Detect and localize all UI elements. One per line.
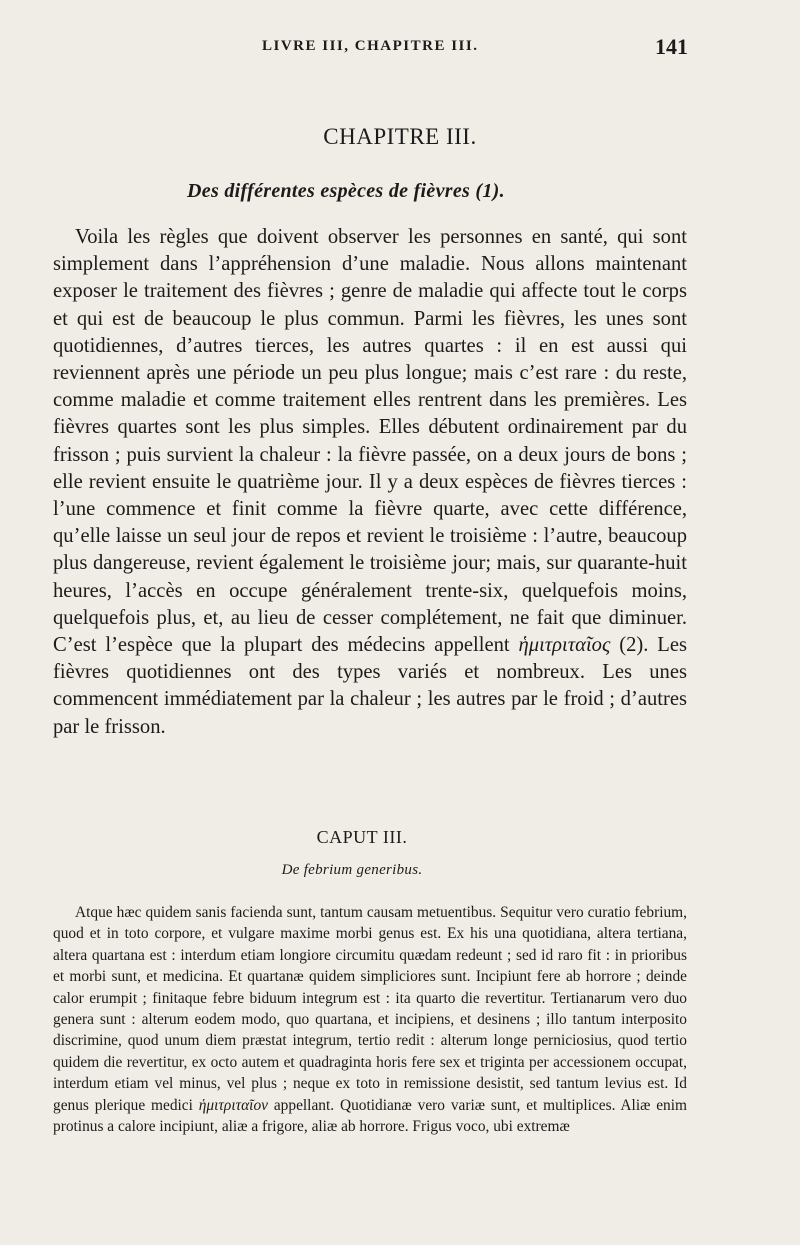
french-body-text-1: Voila les règles que doivent observer les personnes en santé, qui sont simplement dans l’appréhension d’une maladie. Nous allons maintenant exposer le traitement des fièvres ; genre de maladie qui affecte tout le corps et qui est de beaucoup le plus commun. Parmi les fièvres, les unes sont quotidiennes, d’autres tierces, les autres quartes : il en est aussi qui reviennent après une période un peu plus longue; mais c’est rare : du reste, comme maladie et comme traitement elles rentrent dans les premières. Les fièvres quartes sont les plus simples. Elles débutent ordinairement par du frisson ; puis survient la chaleur : la fièvre passée, on a deux jours de bons ; elle revient ensuite le quatrième jour. Il y a deux espèces de fièvres tierces : l’une commence et finit comme la fièvre quarte, avec cette différence, qu’elle laisse un seul jour de repos et revient le troisième : l’autre, beaucoup plus dangereuse, revient également le troisième jour; mais, sur quarante-huit heures, l’accès en occupe généralement trente-six, quelquefois moins, quelquefois plus, et, au lieu de cesser complétement, ne fait que diminuer. C’est l’espèce que la plupart des médecins appellent (53, 226, 687, 657)
page-number: 141 (655, 34, 688, 59)
latin-body-text-2: appellant. Quotidianæ vero variæ sunt, et multiplices. Aliæ enim protinus a calore incipiunt, aliæ a frigore, aliæ ab horrore. Frigus voco, ubi extremæ (53, 1096, 687, 1136)
latin-body-paragraph (53, 902, 687, 1137)
latin-chapter-title: CAPUT III. (316, 827, 408, 847)
french-body-text-2: (2). Les fièvres quotidiennes ont des types variés et nombreux. Les unes commencent immédiatement par la chaleur ; les autres par le froid ; d’autres par le frisson. (53, 634, 687, 738)
french-chapter-subtitle: Des différentes espèces de fièvres (1). (187, 180, 505, 202)
french-body-paragraph (53, 224, 687, 741)
latin-body-text-1: Atque hæc quidem sanis facienda sunt, tantum causam metuentibus. Sequitur vero curatio febrium, quod et in toto corpore, et vulgare maxime morbi genus est. Ex his una quotidiana, altera tertiana, altera quartana est : interdum etiam longiore circumitu quædam redeunt ; sed id raro fit : in prioribus et morbi sunt, et medicina. Et quartanæ quidem simpliciores sunt. Incipiunt fere ab horrore ; deinde calor erumpit ; finitaque febre biduum integrum est : ita quarto die revertitur. Tertianarum vero duo genera sunt : alterum eodem modo, quo quartana, et incipiens, et desinens ; illo tantum interposito discrimine, quod unum diem præstat integrum, tertio redit : alterum longe perniciosius, quod tertio quidem die revertitur, ex octo autem et quadraginta horis fere sex et triginta per accessionem occupat, interdum etiam vel minus, vel plus ; neque ex toto in remissione desistit, sed tantum levius est. Id genus plerique medici (53, 904, 687, 1114)
latin-greek-term: ἡμιτριταῖον (198, 1096, 268, 1114)
running-head-title: LIVRE III, CHAPITRE III. (262, 38, 479, 54)
french-greek-term: ἡμιτριταῖος (518, 634, 611, 657)
latin-chapter-subtitle: De febrium generibus. (281, 862, 423, 878)
french-chapter-title: CHAPITRE III. (323, 124, 477, 149)
running-head (0, 34, 800, 68)
